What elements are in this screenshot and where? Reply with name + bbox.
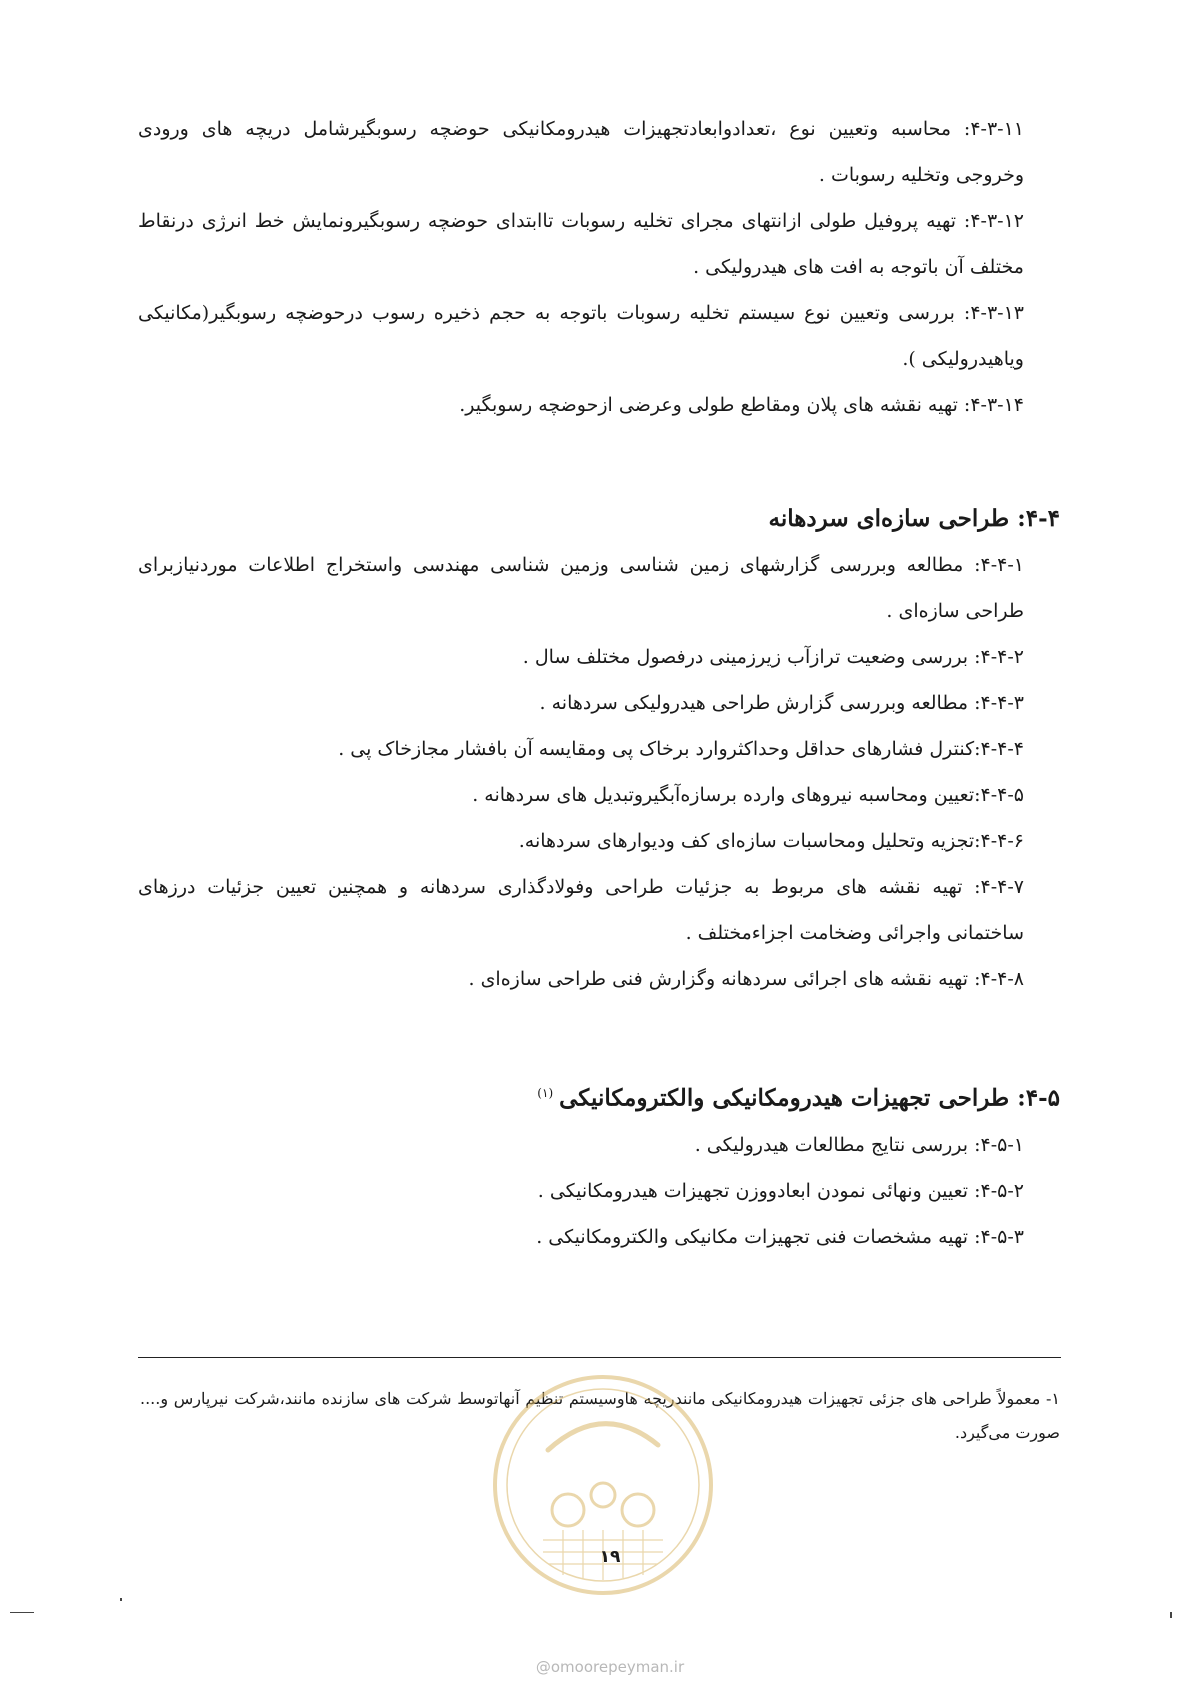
section-4-4-heading: ۴-۴: طراحی سازه‌ای سردهانه bbox=[768, 505, 1060, 532]
scan-mark-left bbox=[10, 1612, 34, 1613]
paragraph-4-3-11: ۴-۳-۱۱: محاسبه وتعیین نوع ،تعدادوابعادتجهیزات هیدرومکانیکی حوضچه رسوبگیرشامل دریچه های ورودی وخروجی وتخلیه رسوبات . bbox=[138, 118, 1024, 186]
paragraph-4-5-3: ۴-۵-۳: تهیه مشخصات فنی تجهیزات مکانیکی والکترومکانیکی . bbox=[536, 1225, 1024, 1248]
paragraph-4-5-1: ۴-۵-۱: بررسی نتایج مطالعات هیدرولیکی . bbox=[694, 1133, 1024, 1156]
scan-mark-right bbox=[1170, 1612, 1172, 1618]
paragraph-4-3-13: ۴-۳-۱۳: بررسی وتعیین نوع سیستم تخلیه رسوبات باتوجه به حجم ذخیره رسوب درحوضچه رسوبگیر(مکانیکی ویاهیدرولیکی ). bbox=[138, 302, 1024, 370]
section-4-3-items bbox=[138, 106, 1060, 428]
site-credit: @omoorepeyman.ir bbox=[535, 1658, 685, 1676]
section-4-5-heading bbox=[138, 1070, 1060, 1122]
paragraph-4-3-14: ۴-۳-۱۴: تهیه نقشه های پلان ومقاطع طولی وعرضی ازحوضچه رسوبگیر. bbox=[459, 394, 1024, 416]
paragraph-4-4-6: ۴-۴-۶:تجزیه وتحلیل ومحاسبات سازه‌ای کف ودیوارهای سردهانه. bbox=[518, 830, 1024, 852]
paragraph-4-3-12: ۴-۳-۱۲: تهیه پروفیل طولی ازانتهای مجرای تخلیه رسوبات تاابتدای حوضچه رسوبگیرونمایش خط انرژی درنقاط مختلف آن باتوجه به افت های هیدرولیکی . bbox=[138, 210, 1024, 278]
paragraph-4-4-3: ۴-۴-۳: مطالعه وبررسی گزارش طراحی هیدرولیکی سردهانه . bbox=[539, 692, 1024, 714]
paragraph-4-4-7: ۴-۴-۷: تهیه نقشه های مربوط به جزئیات طراحی وفولادگذاری سردهانه و همچنین تعیین جزئیات درزهای ساختمانی واجرائی وضخامت اجزاءمختلف . bbox=[138, 876, 1024, 944]
page-number: ۱۹ bbox=[599, 1547, 621, 1567]
scan-mark-dot bbox=[120, 1598, 122, 1601]
footnote-divider bbox=[138, 1357, 1061, 1358]
paragraph-4-4-5: ۴-۴-۵:تعیین ومحاسبه نیروهای وارده برسازه‌آبگیروتبدیل های سردهانه . bbox=[472, 784, 1024, 806]
section-4-5-heading-text: ۴-۵: طراحی تجهیزات هیدرومکانیکی والکترومکانیکی bbox=[559, 1084, 1060, 1112]
section-4-5 bbox=[138, 1070, 1060, 1260]
paragraph-4-4-8: ۴-۴-۸: تهیه نقشه های اجرائی سردهانه وگزارش فنی طراحی سازه‌ای . bbox=[468, 968, 1024, 990]
paragraph-4-4-1: ۴-۴-۱: مطالعه وبررسی گزارشهای زمین شناسی وزمین شناسی مهندسی واستخراج اطلاعات موردنیازبرای طراحی سازه‌ای . bbox=[138, 554, 1024, 622]
footnote-marker: (۱) bbox=[537, 1086, 554, 1100]
footnote-text: ۱- معمولاً طراحی های جزئی تجهیزات هیدرومکانیکی مانندریچه هاوسیستم تنظیم آنهاتوسط شرکت های سازنده مانند،شرکت نیرپارس و.... صورت می‌گیرد. bbox=[140, 1389, 1060, 1442]
paragraph-4-5-2: ۴-۵-۲: تعیین ونهائی نمودن ابعادووزن تجهیزات هیدرومکانیکی . bbox=[537, 1179, 1024, 1202]
section-4-4 bbox=[138, 496, 1060, 1002]
paragraph-4-4-2: ۴-۴-۲: بررسی وضعیت ترازآب زیرزمینی درفصول مختلف سال . bbox=[522, 646, 1024, 668]
paragraph-4-4-4: ۴-۴-۴:کنترل فشارهای حداقل وحداکثروارد برخاک پی ومقایسه آن بافشار مجازخاک پی . bbox=[338, 738, 1024, 760]
